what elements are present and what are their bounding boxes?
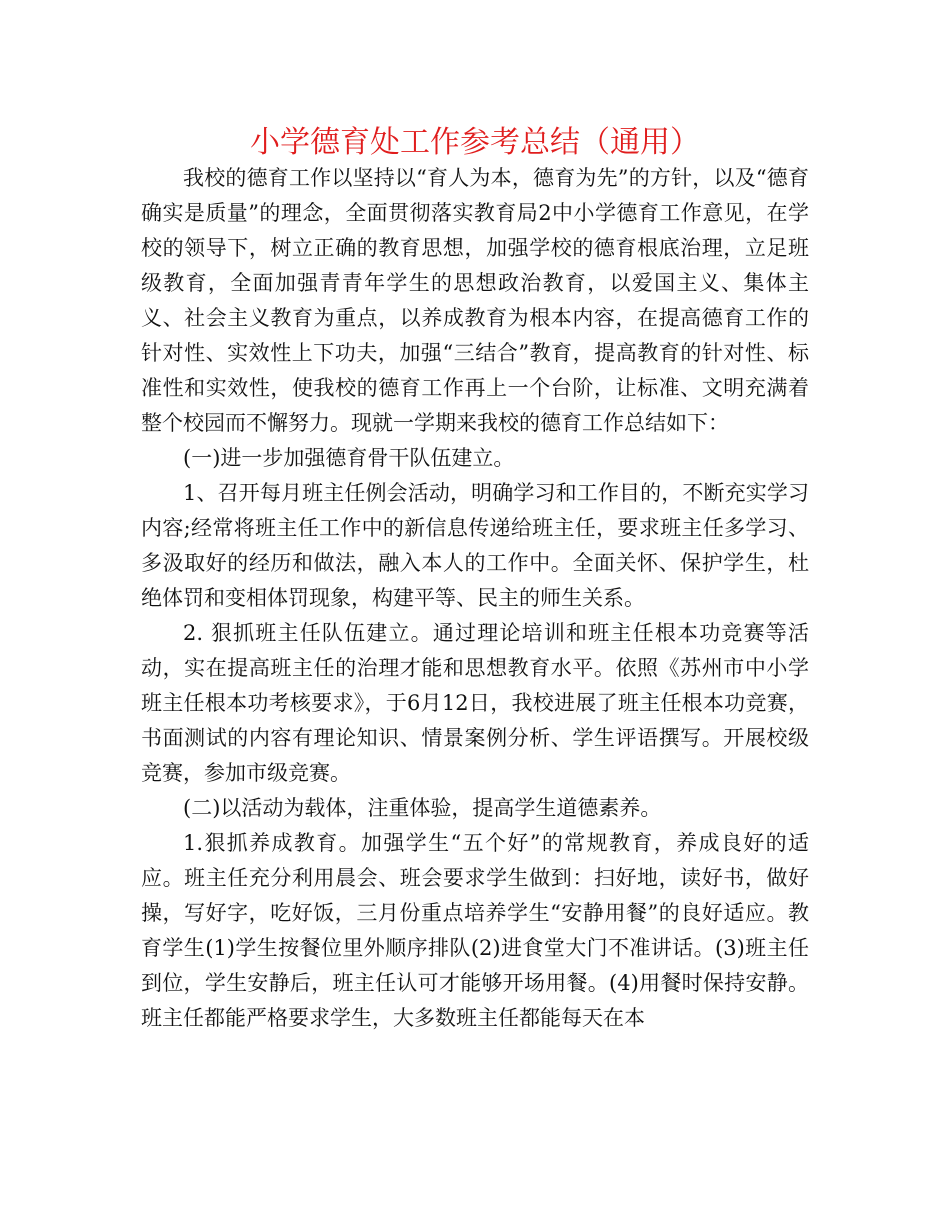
section-heading-1: (一)进一步加强德育骨干队伍建立。 (183, 446, 515, 470)
page-title: 小学德育处工作参考总结（通用） (250, 125, 700, 160)
document-body (141, 161, 809, 1036)
intro-paragraph: 我校的德育工作以坚持以“育人为本，德育为先”的方针，以及“德育确实是质量”的理念，全面贯彻落实教育局2中小学德育工作意见，在学校的领导下，树立正确的教育思想，加强学校的德育根底治理，立足班级教育，全面加强青青年学生的思想政治教育，以爱国主义、集体主义、社会主义教育为重点，以养成教育为根本内容，在提高德育工作的针对性、实效性上下功夫，加强“三结合”教育，提高教育的针对性、标准性和实效性，使我校的德育工作再上一个台阶，让标准、文明充满着整个校园而不懈努力。现就一学期来我校的德育工作总结如下： (141, 166, 809, 435)
paragraph-1-2: 2. 狠抓班主任队伍建立。通过理论培训和班主任根本功竞赛等活动，实在提高班主任的治理才能和思想教育水平。依照《苏州市中小学班主任根本功考核要求》，于6月12日，我校进展了班主任根本功竞赛，书面测试的内容有理论知识、情景案例分析、学生评语撰写。开展校级竞赛，参加市级竞赛。 (141, 621, 809, 785)
paragraph-1-1: 1、召开每月班主任例会活动，明确学习和工作目的，不断充实学习内容;经常将班主任工作中的新信息传递给班主任，要求班主任多学习、多汲取好的经历和做法，融入本人的工作中。全面关怀、保护学生，杜绝体罚和变相体罚现象，构建平等、民主的师生关系。 (141, 481, 809, 610)
paragraph-2-1: 1.狠抓养成教育。加强学生“五个好”的常规教育，养成良好的适应。班主任充分利用晨会、班会要求学生做到：扫好地，读好书，做好操，写好字，吃好饭，三月份重点培养学生“安静用餐”的良好适应。教育学生(1)学生按餐位里外顺序排队(2)进食堂大门不准讲话。(3)班主任到位，学生安静后，班主任认可才能够开场用餐。(4)用餐时保持安静。班主任都能严格要求学生，大多数班主任都能每天在本 (141, 831, 809, 1030)
section-heading-2: (二)以活动为载体，注重体验，提高学生道德素养。 (183, 796, 662, 820)
